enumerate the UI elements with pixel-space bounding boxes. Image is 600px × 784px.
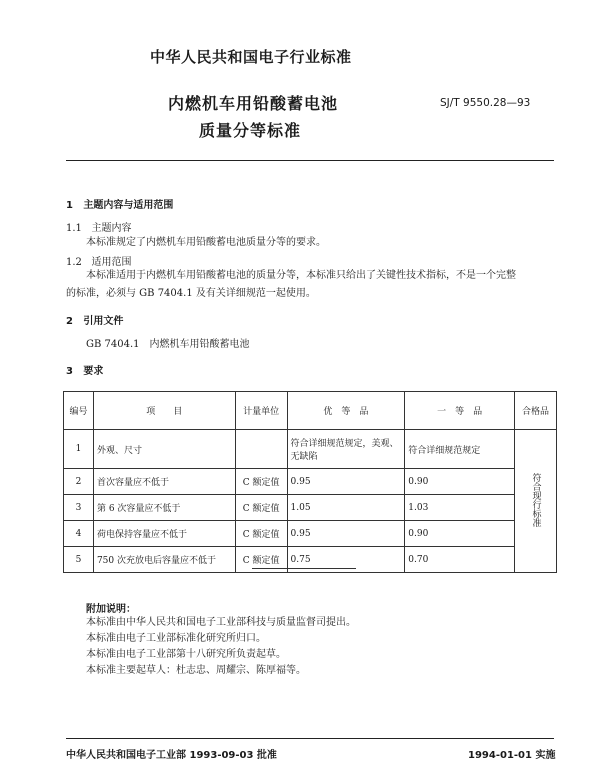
cell-superior: 符合详细规范规定，美观、无缺陷 bbox=[287, 430, 405, 469]
standard-code: SJ/T 9550.28—93 bbox=[440, 97, 531, 109]
reference-document: GB 7404.1 内燃机车用铅酸蓄电池 bbox=[86, 339, 250, 350]
header-superior: 优 等 品 bbox=[287, 392, 405, 430]
header-no: 编号 bbox=[64, 392, 94, 430]
section-1-1-heading bbox=[66, 219, 131, 234]
cell-item: 第 6 次容量应不低于 bbox=[93, 495, 235, 521]
cell-first: 0.70 bbox=[405, 547, 515, 573]
cell-no: 5 bbox=[64, 547, 94, 573]
cell-first: 0.90 bbox=[405, 521, 515, 547]
cell-item: 首次容量应不低于 bbox=[93, 469, 235, 495]
footer-rule bbox=[66, 738, 554, 739]
section-title: 引用文件 bbox=[83, 316, 124, 327]
note-line: 本标准由中华人民共和国电子工业部科技与质量监督司提出。 bbox=[86, 617, 356, 628]
cell-unit: C 额定值 bbox=[235, 521, 287, 547]
section-number: 1.1 bbox=[66, 223, 82, 234]
section-2-heading bbox=[66, 312, 123, 327]
notes-divider bbox=[252, 568, 356, 569]
title-line2: 质量分等标准 bbox=[199, 121, 302, 140]
header-item: 项 目 bbox=[93, 392, 235, 430]
cell-qualified-merged bbox=[515, 430, 557, 573]
cell-unit: C 额定值 bbox=[235, 495, 287, 521]
qualified-text: 符合现行标准 bbox=[530, 472, 541, 527]
cell-first: 0.90 bbox=[405, 469, 515, 495]
header-rule bbox=[66, 160, 554, 161]
header-first: 一 等 品 bbox=[405, 392, 515, 430]
requirements-table bbox=[63, 391, 557, 573]
table-row bbox=[64, 430, 557, 469]
section-number: 2 bbox=[66, 316, 73, 327]
cell-item: 750 次充放电后容量应不低于 bbox=[93, 547, 235, 573]
header-qualified: 合格品 bbox=[515, 392, 557, 430]
notes-title: 附加说明： bbox=[86, 604, 136, 615]
title-line1: 内燃机车用铅酸蓄电池 bbox=[168, 94, 339, 113]
section-title: 要求 bbox=[83, 366, 104, 377]
cell-superior: 0.95 bbox=[287, 469, 405, 495]
cell-superior: 0.75 bbox=[287, 547, 405, 573]
cell-unit bbox=[235, 430, 287, 469]
cell-first: 1.03 bbox=[405, 495, 515, 521]
section-3-heading bbox=[66, 362, 103, 377]
standard-category-header: 中华人民共和国电子行业标准 bbox=[150, 48, 352, 66]
section-title: 主题内容 bbox=[91, 223, 132, 234]
implementation-date: 1994-01-01 实施 bbox=[468, 750, 556, 761]
cell-item: 外观、尺寸 bbox=[93, 430, 235, 469]
section-1-2-text-line2: 的标准，必须与 GB 7404.1 及有关详细规范一起使用。 bbox=[66, 288, 316, 299]
section-1-heading bbox=[66, 196, 173, 211]
section-1-2-heading bbox=[66, 253, 131, 268]
section-number: 3 bbox=[66, 366, 73, 377]
cell-no: 1 bbox=[64, 430, 94, 469]
section-number: 1.2 bbox=[66, 257, 82, 268]
cell-first: 符合详细规范规定 bbox=[405, 430, 515, 469]
table-row bbox=[64, 521, 557, 547]
section-title: 适用范围 bbox=[91, 257, 132, 268]
header-unit: 计量单位 bbox=[235, 392, 287, 430]
cell-superior: 1.05 bbox=[287, 495, 405, 521]
cell-no: 3 bbox=[64, 495, 94, 521]
approval-date: 中华人民共和国电子工业部 1993-09-03 批准 bbox=[66, 750, 277, 761]
note-line: 本标准主要起草人：杜志忠、周耀宗、陈厚福等。 bbox=[86, 665, 306, 676]
cell-no: 4 bbox=[64, 521, 94, 547]
table-row bbox=[64, 495, 557, 521]
note-line: 本标准由电子工业部标准化研究所归口。 bbox=[86, 633, 266, 644]
section-number: 1 bbox=[66, 200, 73, 211]
cell-superior: 0.95 bbox=[287, 521, 405, 547]
cell-unit: C 额定值 bbox=[235, 547, 287, 573]
section-1-1-text: 本标准规定了内燃机车用铅酸蓄电池质量分等的要求。 bbox=[86, 237, 326, 248]
section-1-2-text-line1: 本标准适用于内燃机车用铅酸蓄电池的质量分等，本标准只给出了关键性技术指标，不是一个完整 bbox=[86, 270, 516, 281]
table-row bbox=[64, 469, 557, 495]
cell-item: 荷电保持容量应不低于 bbox=[93, 521, 235, 547]
cell-unit: C 额定值 bbox=[235, 469, 287, 495]
cell-no: 2 bbox=[64, 469, 94, 495]
section-title: 主题内容与适用范围 bbox=[83, 200, 174, 211]
note-line: 本标准由电子工业部第十八研究所负责起草。 bbox=[86, 649, 286, 660]
table-header-row bbox=[64, 392, 557, 430]
